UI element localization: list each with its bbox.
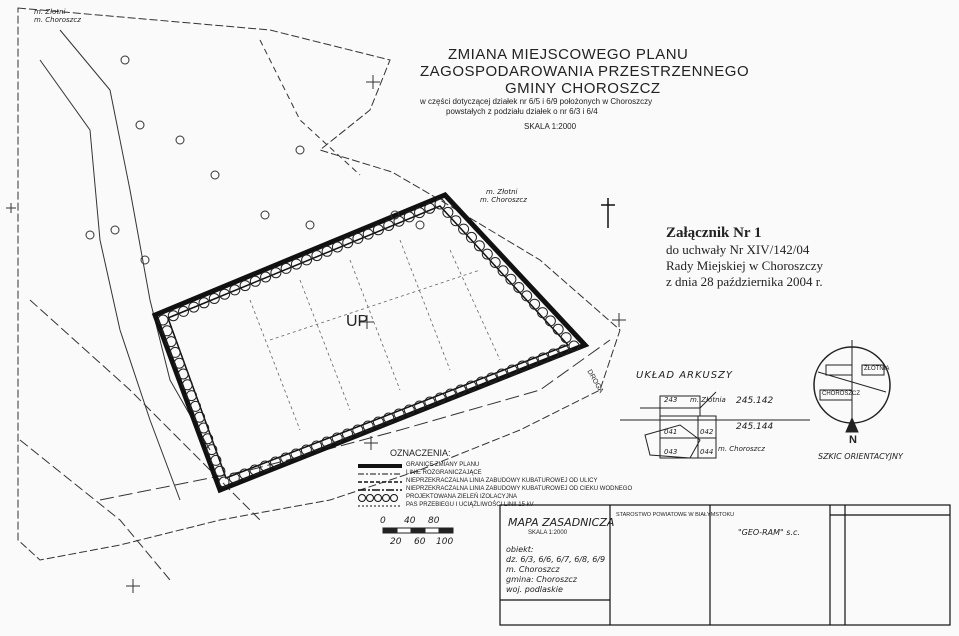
isolation-green-belt [158, 199, 579, 487]
survey-pin [601, 198, 615, 228]
legend-symbols [358, 466, 402, 506]
title-block-place: m. Choroszcz [506, 565, 560, 574]
legend-item-1: GRANICE ZMIANY PLANU [406, 462, 480, 468]
attachment-line2: Rady Miejskiej w Choroszczy [666, 258, 824, 273]
green-belt-circle [187, 391, 197, 401]
plan-title-line1: ZMIANA MIEJSCOWEGO PLANU [448, 46, 689, 63]
legend-item-3: NIEPRZEKRACZALNA LINIA ZABUDOWY KUBATUROWEJ OD ULICY [406, 478, 598, 484]
scale-bar [383, 528, 453, 533]
green-belt-circle [545, 316, 555, 326]
locality-label-choroszcz-1: m. Choroszcz [34, 16, 81, 24]
sheet-041: 041 [664, 428, 678, 436]
legend-item-5: PROJEKTOWANA ZIELEŃ IZOLACYJNA [406, 494, 518, 500]
sheet-choroszcz: m. Choroszcz [718, 445, 765, 453]
sheet-zlotnia: m. Złotnia [690, 396, 726, 404]
orientation-place-zlotnia: ZŁOTNIA [864, 366, 890, 372]
title-block-map-scale: SKALA 1:2000 [528, 530, 568, 536]
legend-title: OZNACZENIA: [390, 448, 451, 458]
left-contour-2 [40, 60, 180, 500]
scale-tick-100: 100 [436, 537, 454, 547]
attachment-title: Załącznik Nr 1 [666, 225, 762, 241]
road-label: DROGA [585, 368, 605, 395]
green-belt-circle [553, 324, 563, 334]
locality-label-zlotni-1: m. Złotni [34, 8, 66, 16]
green-belt-circle [561, 333, 571, 343]
north-arrow-label: N [849, 434, 857, 446]
sheet-code-1: 245.142 [736, 396, 774, 406]
orientation-sketch [814, 340, 890, 432]
title-block-firm: "GEO-RAM" s.c. [738, 528, 800, 537]
title-block-object-label: obiekt: [506, 545, 534, 554]
locality-label-zlotni-2: m. Złotni [486, 188, 518, 196]
green-belt-circle [170, 347, 180, 357]
sheet-243: 243 [664, 396, 678, 404]
title-block-voivodeship: woj. podlaskie [506, 585, 563, 594]
scale-tick-20: 20 [390, 537, 402, 547]
green-belt-circle [443, 207, 453, 217]
green-belt-circle [174, 358, 184, 368]
sheet-layout-title: UKŁAD ARKUSZY [636, 370, 734, 381]
plan-scale: SKALA 1:2000 [524, 122, 577, 131]
scale-tick-40: 40 [404, 516, 416, 526]
legend-item-4: NIEPRZEKRACZALNA LINIA ZABUDOWY KUBATUROWEJ OD CIEKU WODNEGO [406, 486, 633, 492]
title-block-plots: dz. 6/3, 6/6, 6/7, 6/8, 6/9 [506, 555, 606, 564]
sheet-044: 044 [700, 448, 714, 456]
attachment-line1: do uchwały Nr XIV/142/04 [666, 242, 810, 257]
plan-title-line3: GMINY CHOROSZCZ [505, 80, 661, 97]
green-belt-circle [178, 369, 188, 379]
green-belt-circle [195, 412, 205, 422]
locality-label-choroszcz-2: m. Choroszcz [480, 196, 527, 204]
road-line-3 [20, 440, 170, 580]
sheet-043: 043 [664, 448, 678, 456]
legend-item-6: PAS PRZEBIEGU I UCIĄŻLIWOŚCI LINII 15 kV [406, 502, 534, 508]
attachment-line3: z dnia 28 października 2004 r. [666, 274, 823, 289]
green-belt-circle [162, 326, 172, 336]
left-contour-1 [60, 30, 210, 450]
green-belt-circle [191, 401, 201, 411]
green-belt-circle [219, 477, 229, 487]
title-block-map-title: MAPA ZASADNICZA [508, 516, 615, 529]
legend-item-2: LINIE ROZGRANICZAJĄCE [406, 470, 482, 476]
up-zone-label: UP [346, 313, 369, 330]
title-block-commune: gmina: Choroszcz [506, 575, 578, 584]
plan-subtitle-line1: w części dotyczącej działek nr 6/5 i 6/9 położonych w Choroszczy [420, 97, 653, 106]
sheet-code-2: 245.144 [736, 422, 774, 432]
scale-tick-80: 80 [428, 516, 440, 526]
road-line [260, 40, 360, 175]
orientation-place-choroszcz: CHOROSZCZ [822, 391, 860, 397]
orientation-sketch-label: SZKIC ORIENTACYJNY [818, 452, 903, 461]
green-belt-circle [435, 199, 445, 209]
plan-subtitle-line2: powstałych z podziału działek o nr 6/3 i 6/4 [446, 107, 598, 116]
sheet-042: 042 [700, 428, 714, 436]
plan-title-line2: ZAGOSPODAROWANIA PRZESTRZENNEGO [420, 63, 750, 80]
title-block-office: STAROSTWO POWIATOWE W BIAŁYMSTOKU [616, 512, 735, 518]
scale-tick-60: 60 [414, 537, 426, 547]
scale-tick-0: 0 [380, 516, 386, 526]
green-belt-circle [182, 380, 192, 390]
green-belt-circle [166, 337, 176, 347]
